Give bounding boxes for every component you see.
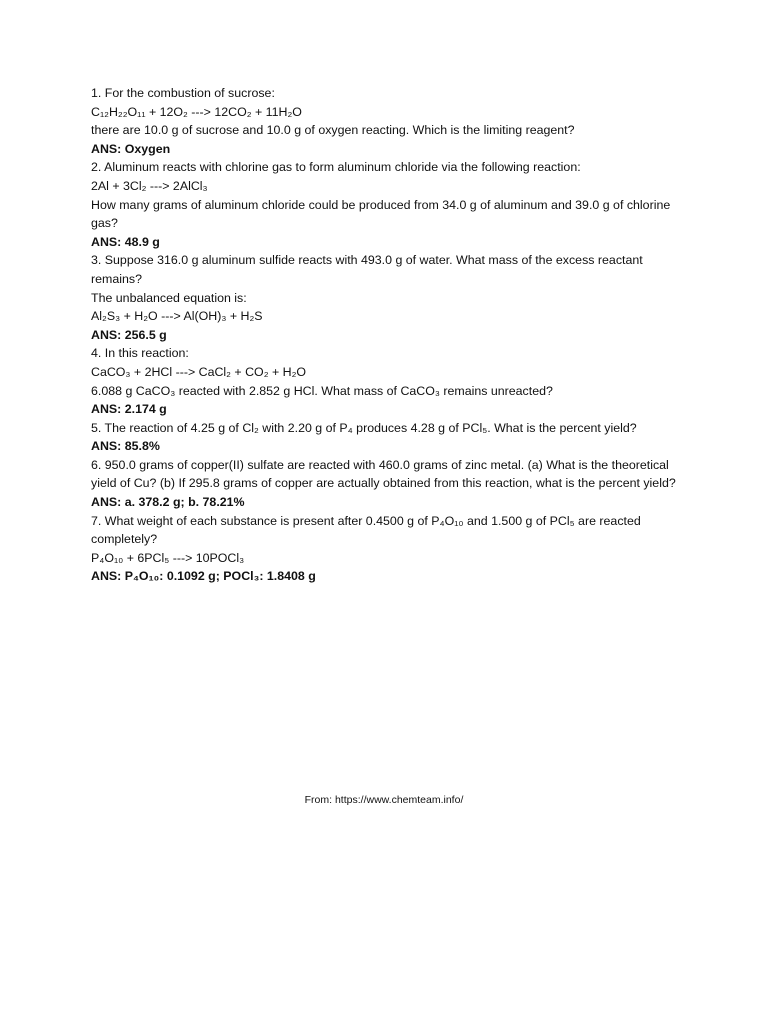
question-3 <box>91 251 691 344</box>
question-detail: there are 10.0 g of sucrose and 10.0 g of oxygen reacting. Which is the limiting reagent? <box>91 123 575 138</box>
question-prompt: 7. What weight of each substance is present after 0.4500 g of P₄O₁₀ and 1.500 g of PCl₅ are reacted completely? <box>91 513 641 547</box>
worksheet <box>91 84 691 586</box>
answer: ANS: 85.8% <box>91 439 160 454</box>
chemical-equation: Al₂S₃ + H₂O ---> Al(OH)₃ + H₂S <box>91 309 263 324</box>
answer: ANS: 2.174 g <box>91 402 167 417</box>
question-4 <box>91 344 691 418</box>
answer: ANS: 48.9 g <box>91 234 160 249</box>
answer: ANS: a. 378.2 g; b. 78.21% <box>91 495 245 510</box>
answer: ANS: P₄O₁₀: 0.1092 g; POCl₃: 1.8408 g <box>91 569 316 584</box>
question-prompt: 2. Aluminum reacts with chlorine gas to form aluminum chloride via the following reaction: <box>91 160 581 175</box>
chemical-equation: CaCO₃ + 2HCl ---> CaCl₂ + CO₂ + H₂O <box>91 364 307 379</box>
chemical-equation: C₁₂H₂₂O₁₁ + 12O₂ ---> 12CO₂ + 11H₂O <box>91 104 302 119</box>
question-detail: The unbalanced equation is: <box>91 290 247 305</box>
answer: ANS: Oxygen <box>91 141 171 156</box>
question-6 <box>91 456 691 512</box>
question-prompt: 1. For the combustion of sucrose: <box>91 86 275 100</box>
question-prompt: 6. 950.0 grams of copper(II) sulfate are reacted with 460.0 grams of zinc metal. (a) What is the theoretical yield of Cu? (b) If 295.8 grams of copper are actually obtained from this reaction, what is the percent yield? <box>91 457 676 491</box>
chemical-equation: 2Al + 3Cl₂ ---> 2AlCl₃ <box>91 178 208 193</box>
question-prompt: 3. Suppose 316.0 g aluminum sulfide reacts with 493.0 g of water. What mass of the excess reactant remains? <box>91 253 643 286</box>
question-7 <box>91 512 691 586</box>
chemical-equation: P₄O₁₀ + 6PCl₅ ---> 10POCl₃ <box>91 550 245 565</box>
question-prompt: 4. In this reaction: <box>91 346 189 361</box>
question-5 <box>91 419 691 456</box>
answer: ANS: 256.5 g <box>91 327 167 342</box>
question-detail: 6.088 g CaCO₃ reacted with 2.852 g HCl. What mass of CaCO₃ remains unreacted? <box>91 383 553 398</box>
question-prompt: 5. The reaction of 4.25 g of Cl₂ with 2.20 g of P₄ produces 4.28 g of PCl₅. What is the percent yield? <box>91 420 637 435</box>
question-1 <box>91 84 691 158</box>
question-2 <box>91 158 691 251</box>
question-detail: How many grams of aluminum chloride could be produced from 34.0 g of aluminum and 39.0 g of chlorine gas? <box>91 197 671 231</box>
source-citation: From: https://www.chemteam.info/ <box>304 794 464 806</box>
